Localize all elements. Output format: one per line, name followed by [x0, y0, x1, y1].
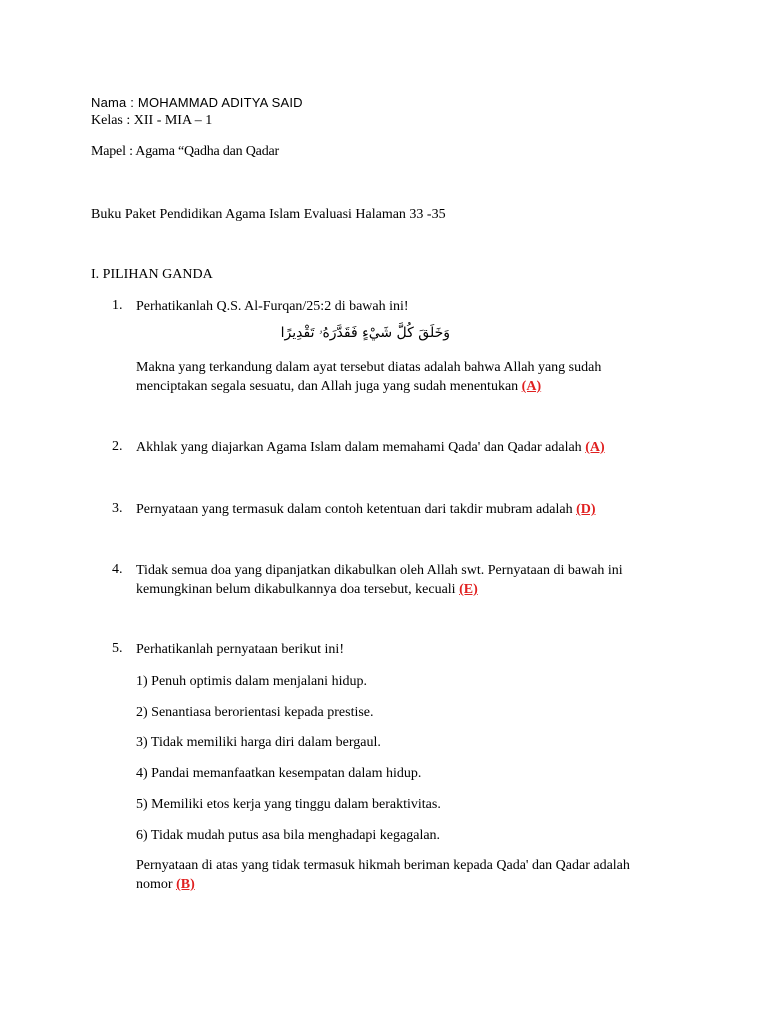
answer-label: (D) [576, 502, 596, 517]
answer-label: (B) [176, 877, 195, 892]
question-number: 2. [112, 439, 123, 454]
statement-item: 4) Pandai memanfaatkan kesempatan dalam hidup. [136, 766, 422, 781]
subject-line: Mapel : Agama “Qadha dan Qadar [91, 144, 279, 159]
question-text: Akhlak yang diajarkan Agama Islam dalam memahami Qada' dan Qadar adalah [136, 440, 582, 455]
student-class: Kelas : XII - MIA – 1 [91, 113, 213, 128]
question-number: 4. [112, 562, 123, 577]
answer-label: (A) [521, 379, 542, 394]
question-closing-line: Pernyataan di atas yang tidak termasuk hikmah beriman kepada Qada' dan Qadar adalah [136, 858, 630, 873]
question-text: nomor [136, 877, 173, 892]
answer-label: (A) [585, 440, 605, 455]
question-text: Pernyataan yang termasuk dalam contoh ketentuan dari takdir mubram adalah [136, 502, 573, 517]
section-title: I. PILIHAN GANDA [91, 267, 213, 282]
question-closing-line-with-answer [136, 875, 195, 894]
question-body-line: Makna yang terkandung dalam ayat tersebut diatas adalah bahwa Allah yang sudah [136, 360, 602, 375]
question-text: kemungkinan belum dikabulkannya doa tersebut, kecuali [136, 582, 456, 597]
question-line-with-answer [136, 580, 478, 599]
question-number: 5. [112, 641, 123, 656]
arabic-verse: وَخَلَقَ كُلَّ شَيْءٍ فَقَدَّرَهُۥ تَقْدِيرًا [280, 325, 450, 341]
question-line [136, 438, 605, 457]
book-title: Buku Paket Pendidikan Agama Islam Evaluasi Halaman 33 -35 [91, 207, 446, 222]
statement-item: 1) Penuh optimis dalam menjalani hidup. [136, 674, 367, 689]
question-line [136, 500, 596, 519]
statement-item: 3) Tidak memiliki harga diri dalam bergaul. [136, 735, 381, 750]
question-number: 3. [112, 501, 123, 516]
question-text: Perhatikanlah Q.S. Al-Furqan/25:2 di bawah ini! [136, 299, 409, 314]
statement-item: 5) Memiliki etos kerja yang tinggu dalam beraktivitas. [136, 797, 441, 812]
statement-item: 6) Tidak mudah putus asa bila menghadapi kegagalan. [136, 828, 441, 843]
question-text-line: Tidak semua doa yang dipanjatkan dikabulkan oleh Allah swt. Pernyataan di bawah ini [136, 563, 623, 578]
statement-item: 2) Senantiasa berorientasi kepada prestise. [136, 705, 374, 720]
answer-label: (E) [459, 582, 478, 597]
question-number: 1. [112, 298, 123, 313]
question-text: Perhatikanlah pernyataan berikut ini! [136, 642, 344, 657]
question-body-line-with-answer [136, 377, 541, 396]
student-name: Nama : MOHAMMAD ADITYA SAID [91, 95, 303, 110]
question-body-text: menciptakan segala sesuatu, dan Allah juga yang sudah menentukan [136, 379, 519, 394]
